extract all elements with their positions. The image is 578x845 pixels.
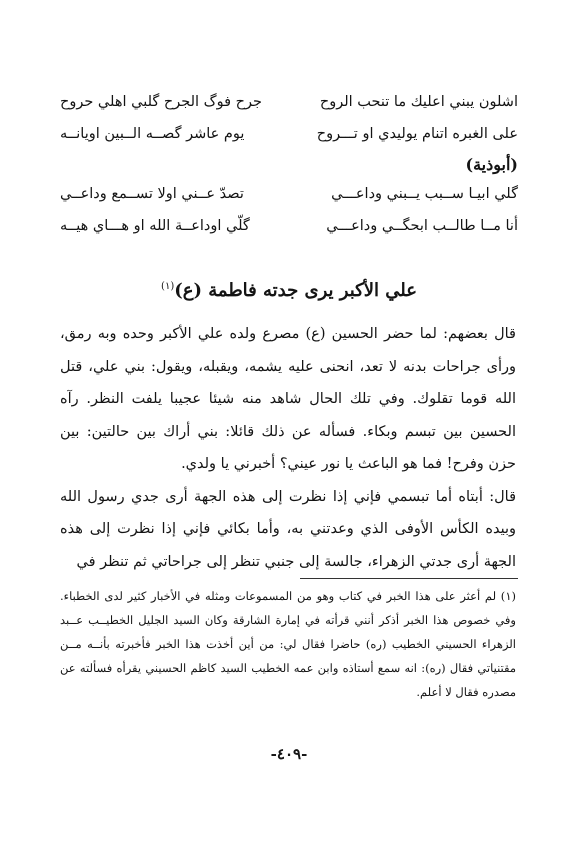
footnote: (١) لم أعثر على هذا الخبر في كتاب وهو من المسموعات ومثله في الأخبار كثير لدى الخطباء. وفي خصوص هذا الخبر أذكر أنني قرأته في إمارة الشارقة وكان السيد الجليل الخطيــب عــبد الزهراء الحسيني الخطيب (ره) حاضرا فقال لي: من أين أخذت هذا الخبر فأخبرته بأنــه مــن مقتنياتي فقال (ره): انه سمع أستاذه وابن عمه الخطيب السيد كاظم الحسيني يقرأه فسألته عن مصدره فقال لا أعلم.	[60, 589, 516, 699]
body-paragraph: قال بعضهم: لما حضر الحسين (ع) مصرع ولده علي الأكبر وحده وبه رمق، ورأى جراحات بدنه لا تعد، انحنى عليه يشمه، ويقبله، ويقول: بني علي، قتل الله قوما تقلوك. وفي تلك الحال شاهد منه شيئا عجيبا يلفت النظر. رآه الحسين بين تبسم وبكاء. فسأله عن ذلك قائلا: بني أراك بين حالتين: بين حزن وفرح! فما هو الباعث يا نور عيني؟ أخبرني يا ولدي.	[60, 326, 516, 472]
poem-block	[60, 86, 518, 242]
poem-hemistich: على الغبره اتنام يوليدي او تـــروح	[316, 126, 518, 142]
poem-hemistich: اشلون يبني اعليك ما تنحب الروح	[319, 94, 518, 110]
footnote-divider	[300, 578, 518, 579]
page-number: -٤٠٩-	[270, 745, 308, 763]
poem-hemistich: أنا مــا طالــب ابحگــي وداعـــي	[326, 218, 518, 234]
poem-hemistich: جرح فوگ الجرح گلبي اهلي حروح	[60, 94, 262, 110]
poem-row	[60, 118, 518, 150]
poem-hemistich: يوم عاشر گصــه الــبين اويانــه	[60, 126, 245, 142]
poem-row	[60, 86, 518, 118]
section-title-text: علي الأكبر يرى جدته فاطمة (ع)	[174, 280, 417, 301]
poem-row	[60, 210, 518, 242]
poem-hemistich: گلّي اوداعــة الله او هـــاي هيــه	[60, 218, 250, 234]
poem-hemistich: تصدّ عــني اولا تســمع وداعــي	[60, 186, 244, 202]
poem-row	[60, 178, 518, 210]
poem-subtitle: (أبوذية)	[465, 154, 518, 174]
poem-subtitle-row	[60, 150, 518, 178]
section-heading	[60, 280, 518, 301]
body-text	[60, 318, 516, 578]
poem-hemistich: گلي ابيـا ســبب يــبني وداعـــي	[331, 186, 518, 202]
footnote-reference: (١)	[161, 281, 175, 292]
body-paragraph: قال: أبتاه أما تبسمي فإني إذا نظرت إلى هذه الجهة أرى جدي رسول الله وبيده الكأس الأوفى الذي وعدتني به، وأما بكائي فإني إذا نظرت إلى هذه الجهة أرى جدتي الزهراء، جالسة إلى جنبي تنظر إلى جراحاتي ثم تنظر في	[60, 488, 516, 570]
